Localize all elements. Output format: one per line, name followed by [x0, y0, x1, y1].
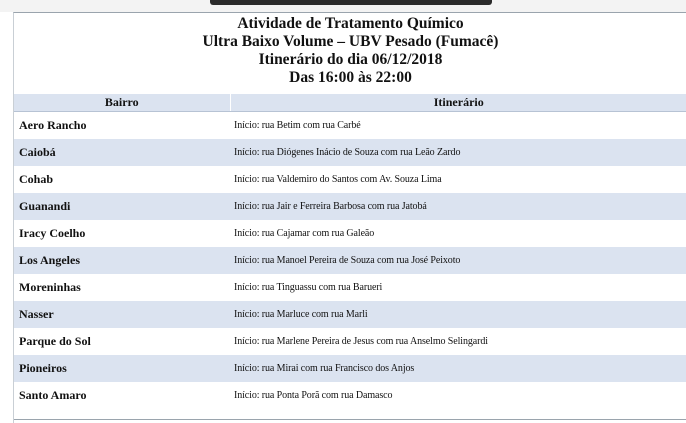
cell-itinerario: Início: rua Tinguassu com rua Barueri: [234, 282, 383, 293]
cell-bairro: Aero Rancho: [19, 118, 87, 132]
cell-itinerario: Início: rua Manoel Pereira de Souza com rua José Peixoto: [230, 247, 686, 274]
cell-bairro: Cohab: [19, 172, 54, 186]
cell-itinerario: Início: rua Diógenes Inácio de Souza com rua Leão Zardo: [230, 139, 686, 166]
table-row: [14, 139, 686, 166]
cell-itinerario: Início: rua Jair e Ferreira Barbosa com rua Jatobá: [230, 193, 686, 220]
cell-itinerario: Início: rua Ponta Porã com rua Damasco: [234, 390, 393, 401]
cell-bairro: Los Angeles: [14, 247, 230, 274]
title-line-date: Itinerário do dia 06/12/2018: [258, 51, 443, 68]
viewer-toolbar-edge: [210, 0, 492, 5]
table-bottom-rule: [14, 419, 686, 420]
column-header-bairro: Bairro: [14, 94, 230, 112]
title-line-hours: Das 16:00 às 22:00: [289, 69, 412, 86]
cell-bairro: Iracy Coelho: [19, 226, 86, 240]
title-line-method: Ultra Baixo Volume – UBV Pesado (Fumacê): [202, 33, 499, 50]
cell-bairro: Nasser: [14, 301, 230, 328]
cell-itinerario: Início: rua Marlene Pereira de Jesus com rua Anselmo Selingardi: [234, 336, 488, 347]
itinerary-table: [14, 94, 686, 409]
table-row: [14, 301, 686, 328]
cell-bairro: Parque do Sol: [19, 334, 91, 348]
table-row: [14, 382, 686, 409]
cell-bairro: Caiobá: [14, 139, 230, 166]
cell-bairro: Guanandi: [14, 193, 230, 220]
table-row: [14, 220, 686, 247]
document-header: [14, 15, 686, 87]
table-row: [14, 247, 686, 274]
cell-bairro: Moreninhas: [19, 280, 81, 294]
table-header-row: [14, 94, 686, 112]
cell-bairro: Santo Amaro: [19, 388, 87, 402]
cell-bairro: Pioneiros: [14, 355, 230, 382]
table-row: [14, 112, 686, 140]
cell-itinerario: Início: rua Betim com rua Carbé: [234, 120, 361, 131]
column-header-itinerario: Itinerário: [230, 94, 686, 112]
table-row: [14, 274, 686, 301]
cell-itinerario: Início: rua Valdemiro do Santos com Av. Souza Lima: [234, 174, 442, 185]
table-row: [14, 193, 686, 220]
table-row: [14, 328, 686, 355]
table-row: [14, 355, 686, 382]
cell-itinerario: Início: rua Marluce com rua Marli: [230, 301, 686, 328]
table-row: [14, 166, 686, 193]
cell-itinerario: Início: rua Mirai com rua Francisco dos Anjos: [230, 355, 686, 382]
document-page: [13, 12, 686, 423]
title-line-activity: Atividade de Tratamento Químico: [237, 15, 464, 32]
cell-itinerario: Início: rua Cajamar com rua Galeão: [234, 228, 375, 239]
